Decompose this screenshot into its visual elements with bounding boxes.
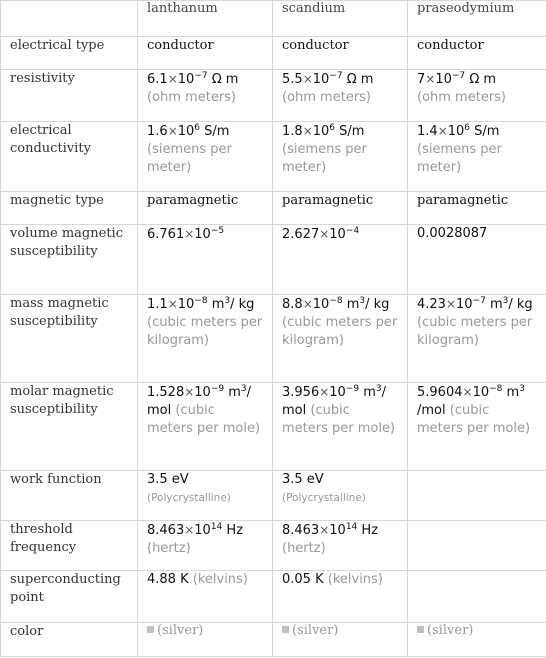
row-label: magnetic type xyxy=(1,192,138,225)
table-cell: $7\times 10^{-7}$ Ω m (ohm meters) xyxy=(408,70,546,122)
row-label: electrical conductivity xyxy=(1,122,138,192)
table-cell: 0.0028087 xyxy=(408,225,546,295)
table-cell: $1.528\times 10^{-9}$ $m^3/$ mol (cubic meters per mole) xyxy=(138,383,273,471)
row-label: molar magnetic susceptibility xyxy=(1,383,138,471)
table-cell: $1.4\times 10^6$ S/m (siemens per meter) xyxy=(408,122,546,192)
color-swatch xyxy=(282,626,289,633)
table-row xyxy=(1,122,546,192)
row-label: electrical type xyxy=(1,37,138,70)
table-cell: (silver) xyxy=(138,623,273,657)
table-cell: 4.88 K (kelvins) xyxy=(138,571,273,623)
table-cell xyxy=(408,471,546,521)
table-row xyxy=(1,70,546,122)
row-label: resistivity xyxy=(1,70,138,122)
table-cell: $1.8\times 10^6$ S/m (siemens per meter) xyxy=(273,122,408,192)
table-cell: (silver) xyxy=(273,623,408,657)
table-cell: $8.463\times 10^{14}$ Hz (hertz) xyxy=(138,521,273,571)
table-cell: paramagnetic xyxy=(408,192,546,225)
table-cell: conductor xyxy=(408,37,546,70)
row-label: volume magnetic susceptibility xyxy=(1,225,138,295)
table-cell: $5.5\times 10^{-7}$ Ω m (ohm meters) xyxy=(273,70,408,122)
column-header-praseodymium: praseodymium xyxy=(408,1,546,37)
row-label: color xyxy=(1,623,138,657)
table-cell: 3.5 eV (Polycrystalline) xyxy=(273,471,408,521)
table-cell: 0.05 K (kelvins) xyxy=(273,571,408,623)
column-header-lanthanum: lanthanum xyxy=(138,1,273,37)
table-row xyxy=(1,295,546,383)
table-row xyxy=(1,37,546,70)
corner-cell xyxy=(1,1,138,37)
color-swatch xyxy=(417,626,424,633)
table-cell: $4.23\times 10^{-7}$ $m^3/$ kg (cubic meters per kilogram) xyxy=(408,295,546,383)
table-row xyxy=(1,225,546,295)
table-cell xyxy=(408,521,546,571)
table-cell: $6.1\times 10^{-7}$ Ω m (ohm meters) xyxy=(138,70,273,122)
table-row xyxy=(1,383,546,471)
table-row xyxy=(1,471,546,521)
table-cell: $2.627\times 10^{-4}$ xyxy=(273,225,408,295)
row-label: threshold frequency xyxy=(1,521,138,571)
table-cell: (silver) xyxy=(408,623,546,657)
table-cell: $1.1\times 10^{-8}$ $m^3/$ kg (cubic meters per kilogram) xyxy=(138,295,273,383)
table-cell: $8.8\times 10^{-8}$ $m^3/$ kg (cubic meters per kilogram) xyxy=(273,295,408,383)
table-cell: $3.956\times 10^{-9}$ $m^3/$ mol (cubic meters per mole) xyxy=(273,383,408,471)
table-cell: $6.761\times 10^{-5}$ xyxy=(138,225,273,295)
table-cell: conductor xyxy=(138,37,273,70)
table-cell: $1.6\times 10^6$ S/m (siemens per meter) xyxy=(138,122,273,192)
row-label: superconducting point xyxy=(1,571,138,623)
table-row xyxy=(1,192,546,225)
table-cell: $8.463\times 10^{14}$ Hz (hertz) xyxy=(273,521,408,571)
table-row xyxy=(1,623,546,657)
table-cell xyxy=(408,571,546,623)
row-label: work function xyxy=(1,471,138,521)
table-cell: 3.5 eV (Polycrystalline) xyxy=(138,471,273,521)
table-row xyxy=(1,521,546,571)
table-cell: $5.9604\times 10^{-8}$ $m^3$ /mol (cubic meters per mole) xyxy=(408,383,546,471)
table-cell: paramagnetic xyxy=(138,192,273,225)
table-cell: paramagnetic xyxy=(273,192,408,225)
table-cell: conductor xyxy=(273,37,408,70)
color-swatch xyxy=(147,626,154,633)
header-row xyxy=(1,1,546,37)
table-row xyxy=(1,571,546,623)
column-header-scandium: scandium xyxy=(273,1,408,37)
row-label: mass magnetic susceptibility xyxy=(1,295,138,383)
